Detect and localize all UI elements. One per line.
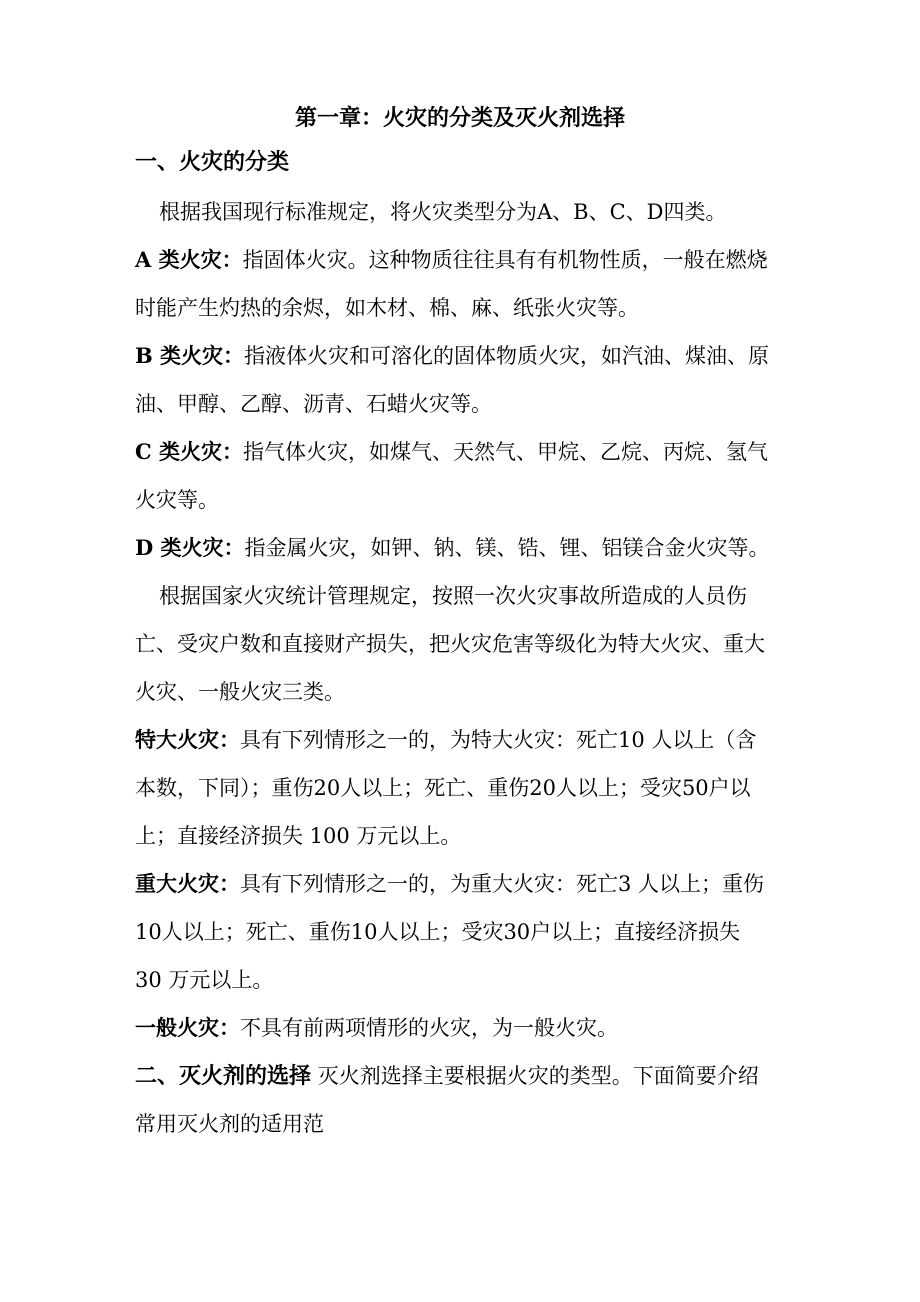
grading-paragraph	[135, 572, 795, 716]
grading-line-3: 火灾、一般火灾三类。	[135, 680, 345, 704]
class-c-line-2: 火灾等。	[135, 488, 219, 512]
class-b-label: B 类火灾：	[135, 343, 245, 368]
class-d-line-1	[135, 524, 795, 572]
general-fire-label: 一般火灾：	[135, 1015, 240, 1040]
class-a-paragraph	[135, 236, 795, 332]
grading-line-2: 亡、受灾户数和直接财产损失，把火灾危害等级化为特大火灾、重大	[135, 632, 765, 656]
section2-text-1: 灭火剂选择主要根据火灾的类型。下面简要介绍	[311, 1064, 759, 1088]
intro-paragraph	[135, 188, 795, 236]
special-fire-line-2: 本数，下同）；重伤20人以上；死亡、重伤20人以上；受灾50户以	[135, 776, 751, 800]
major-fire-label: 重大火灾：	[135, 871, 240, 896]
class-d-text-1: 指金属火灾，如钾、钠、镁、锆、锂、铝镁合金火灾等。	[244, 536, 770, 560]
intro-line: 根据我国现行标准规定，将火灾类型分为A、B、C、D四类。	[159, 200, 727, 224]
class-d-paragraph	[135, 524, 795, 572]
class-a-line-2: 时能产生灼热的余烬，如木材、棉、麻、纸张火灾等。	[135, 296, 639, 320]
general-fire-text-1: 不具有前两项情形的火灾，为一般火灾。	[240, 1016, 618, 1040]
grading-line-1: 根据国家火灾统计管理规定，按照一次火灾事故所造成的人员伤	[159, 584, 747, 608]
major-fire-text-1: 具有下列情形之一的，为重大火灾：死亡3 人以上；重伤	[240, 872, 765, 896]
class-b-text-1: 指液体火灾和可溶化的固体物质火灾，如汽油、煤油、原	[244, 344, 770, 368]
section1-heading: 一、火灾的分类	[135, 149, 290, 175]
special-fire-paragraph	[135, 716, 795, 860]
class-b-paragraph	[135, 332, 795, 428]
class-a-line-1	[135, 236, 795, 284]
class-a-text-1: 指固体火灾。这种物质往往具有有机物性质，一般在燃烧	[242, 248, 768, 272]
special-fire-line-1	[135, 716, 795, 764]
chapter-title: 第一章：火灾的分类及灭火剂选择	[294, 105, 625, 131]
section2-line-1	[135, 1052, 795, 1100]
major-fire-line-2: 10人以上；死亡、重伤10人以上；受灾30户以上；直接经济损失	[135, 920, 741, 944]
major-fire-paragraph	[135, 860, 795, 1004]
general-fire-line-1	[135, 1004, 795, 1052]
class-a-label: A 类火灾：	[135, 247, 243, 272]
class-c-text-1: 指气体火灾，如煤气、天然气、甲烷、乙烷、丙烷、氢气	[243, 440, 769, 464]
major-fire-line-1	[135, 860, 795, 908]
class-c-line-1	[135, 428, 795, 476]
special-fire-line-3: 上；直接经济损失 100 万元以上。	[135, 824, 462, 848]
class-c-label: C 类火灾：	[135, 439, 244, 464]
general-fire-paragraph	[135, 1004, 795, 1052]
special-fire-label: 特大火灾：	[135, 727, 240, 752]
class-b-line-2: 油、甲醇、乙醇、沥青、石蜡火灾等。	[135, 392, 492, 416]
section2-paragraph	[135, 1052, 795, 1148]
class-d-label: D 类火灾：	[135, 535, 245, 560]
section2-line-2: 常用灭火剂的适用范	[135, 1112, 324, 1136]
section2-heading: 二、灭火剂的选择	[135, 1063, 312, 1089]
major-fire-line-3: 30 万元以上。	[135, 968, 274, 992]
class-c-paragraph	[135, 428, 795, 524]
special-fire-text-1: 具有下列情形之一的，为特大火灾：死亡10 人以上（含	[240, 728, 757, 752]
class-b-line-1	[135, 332, 795, 380]
